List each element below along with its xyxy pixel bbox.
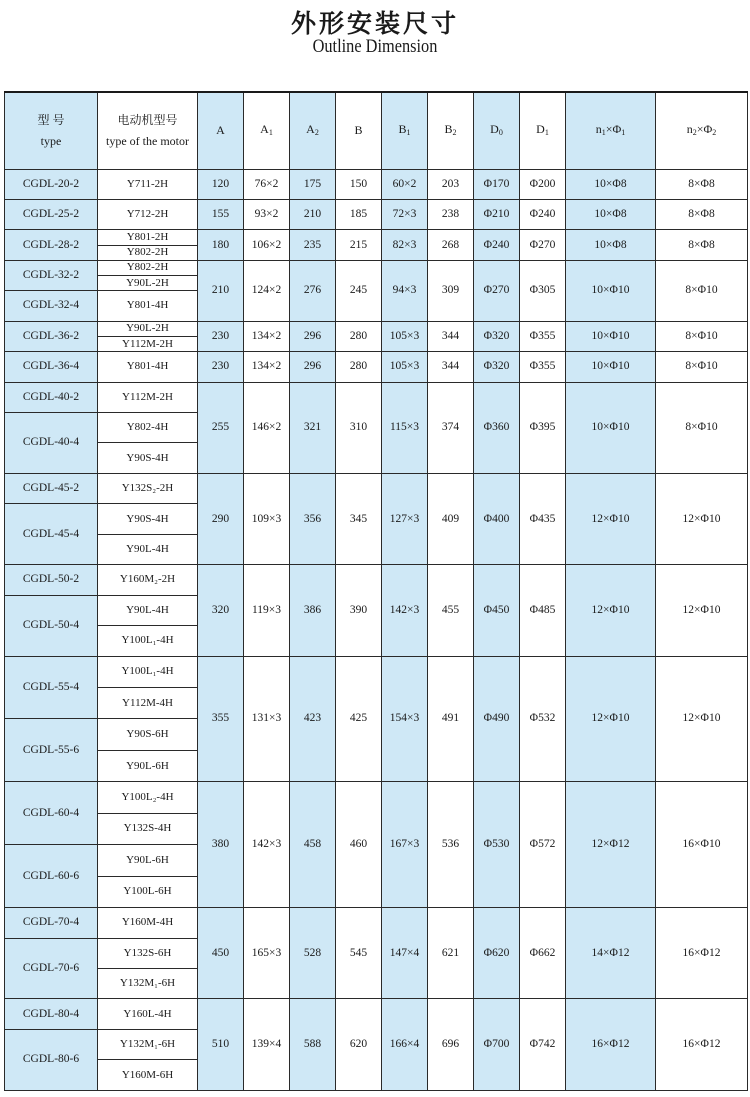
dimension-cell: 12×Φ10 <box>656 473 748 564</box>
table-row <box>5 199 748 229</box>
header-motor-en: type of the motor <box>106 133 189 148</box>
dimension-cell: 16×Φ10 <box>656 782 748 908</box>
dimension-cell: Φ360 <box>474 382 520 473</box>
dimension-cell: 268 <box>428 230 474 260</box>
dimension-cell: Φ572 <box>520 782 566 908</box>
dimension-cell: 175 <box>290 169 336 199</box>
dimension-cell: 105×3 <box>382 352 428 382</box>
dimension-cell: 276 <box>290 260 336 321</box>
type-cell: CGDL-40-4 <box>5 413 98 474</box>
header-motor-cn: 电动机型号 <box>117 112 178 127</box>
dimension-cell: Φ355 <box>520 321 566 351</box>
type-cell: CGDL-45-2 <box>5 473 98 503</box>
dimension-cell: Φ320 <box>474 321 520 351</box>
motor-cell: Y90L-2H <box>98 276 198 291</box>
table-row <box>5 321 748 336</box>
header-n2-phi2: n2×Φ2 <box>656 92 748 169</box>
dimension-cell: Φ240 <box>520 199 566 229</box>
dimension-cell: Φ270 <box>474 260 520 321</box>
dimension-cell: 10×Φ8 <box>566 199 656 229</box>
dimension-cell: 425 <box>336 656 382 782</box>
table-row <box>5 352 748 382</box>
dimension-cell: 10×Φ10 <box>566 352 656 382</box>
dimension-cell: 166×4 <box>382 999 428 1091</box>
motor-cell: Y132S-4H <box>98 813 198 844</box>
dimension-cell: 165×3 <box>244 908 290 999</box>
type-cell: CGDL-50-2 <box>5 565 98 595</box>
motor-cell: Y160L-4H <box>98 999 198 1029</box>
dimension-cell: 238 <box>428 199 474 229</box>
dimension-cell: Φ435 <box>520 473 566 564</box>
dimension-cell: 146×2 <box>244 382 290 473</box>
motor-cell: Y112M-4H <box>98 687 198 718</box>
dimension-cell: 115×3 <box>382 382 428 473</box>
header-D1: D1 <box>520 92 566 169</box>
motor-cell: Y712-2H <box>98 199 198 229</box>
dimension-cell: Φ620 <box>474 908 520 999</box>
dimension-cell: 134×2 <box>244 352 290 382</box>
dimension-cell: Φ400 <box>474 473 520 564</box>
dimension-cell: 180 <box>198 230 244 260</box>
type-cell: CGDL-50-4 <box>5 595 98 656</box>
motor-cell: Y90L-4H <box>98 534 198 564</box>
dimension-cell: 12×Φ10 <box>566 473 656 564</box>
dimension-cell: 167×3 <box>382 782 428 908</box>
dimension-cell: 321 <box>290 382 336 473</box>
motor-cell: Y801-2H <box>98 230 198 245</box>
dimension-cell: 93×2 <box>244 199 290 229</box>
dimension-cell: 119×3 <box>244 565 290 656</box>
dimension-cell: 210 <box>198 260 244 321</box>
motor-cell: Y160M₂-2H <box>98 565 198 595</box>
header-B: B <box>336 92 382 169</box>
dimension-cell: 280 <box>336 352 382 382</box>
table-row <box>5 999 748 1029</box>
dimension-cell: 386 <box>290 565 336 656</box>
dimension-cell: 109×3 <box>244 473 290 564</box>
dimension-cell: 280 <box>336 321 382 351</box>
dimension-cell: 344 <box>428 321 474 351</box>
dimension-cell: Φ395 <box>520 382 566 473</box>
dimension-cell: Φ530 <box>474 782 520 908</box>
table-row <box>5 473 748 503</box>
dimension-cell: 12×Φ10 <box>656 565 748 656</box>
dimension-cell: 536 <box>428 782 474 908</box>
dimension-cell: 142×3 <box>244 782 290 908</box>
header-A2: A2 <box>290 92 336 169</box>
dimension-cell: 124×2 <box>244 260 290 321</box>
motor-cell: Y90L-6H <box>98 750 198 781</box>
dimension-cell: 620 <box>336 999 382 1091</box>
type-cell: CGDL-70-4 <box>5 908 98 938</box>
dimension-cell: 16×Φ12 <box>656 908 748 999</box>
dimension-cell: 10×Φ10 <box>566 382 656 473</box>
motor-cell: Y132M₁-6H <box>98 969 198 999</box>
motor-cell: Y100L₁-4H <box>98 626 198 656</box>
type-cell: CGDL-20-2 <box>5 169 98 199</box>
dimension-cell: 8×Φ8 <box>656 230 748 260</box>
dimension-cell: 106×2 <box>244 230 290 260</box>
motor-cell: Y100L-6H <box>98 876 198 907</box>
dimension-cell: 147×4 <box>382 908 428 999</box>
dimension-cell: Φ210 <box>474 199 520 229</box>
motor-cell: Y802-2H <box>98 260 198 275</box>
dimension-cell: 374 <box>428 382 474 473</box>
dimension-cell: 290 <box>198 473 244 564</box>
dimension-cell: 105×3 <box>382 321 428 351</box>
dimension-cell: 8×Φ10 <box>656 352 748 382</box>
dimension-cell: 245 <box>336 260 382 321</box>
dimension-cell: 8×Φ8 <box>656 169 748 199</box>
dimension-cell: 8×Φ10 <box>656 321 748 351</box>
dimension-cell: 10×Φ8 <box>566 230 656 260</box>
table-row <box>5 656 748 687</box>
type-cell: CGDL-40-2 <box>5 382 98 412</box>
type-cell: CGDL-60-6 <box>5 845 98 908</box>
header-type <box>5 92 98 169</box>
table-row <box>5 382 748 412</box>
page-title-chinese: 外形安装尺寸 <box>290 9 459 38</box>
dimension-cell: 545 <box>336 908 382 999</box>
dimension-cell: 345 <box>336 473 382 564</box>
type-cell: CGDL-55-6 <box>5 719 98 782</box>
dimension-cell: 10×Φ10 <box>566 260 656 321</box>
dimension-cell: 423 <box>290 656 336 782</box>
dimension-cell: 344 <box>428 352 474 382</box>
dimension-cell: 215 <box>336 230 382 260</box>
header-type-en: type <box>40 133 62 148</box>
motor-cell: Y90S-4H <box>98 443 198 473</box>
motor-cell: Y801-4H <box>98 352 198 382</box>
dimension-cell: 588 <box>290 999 336 1091</box>
header-n1-phi1: n1×Φ1 <box>566 92 656 169</box>
dimension-cell: 491 <box>428 656 474 782</box>
dimension-cell: Φ450 <box>474 565 520 656</box>
type-cell: CGDL-28-2 <box>5 230 98 260</box>
table-row <box>5 169 748 199</box>
dimension-cell: 696 <box>428 999 474 1091</box>
type-cell: CGDL-25-2 <box>5 199 98 229</box>
dimension-cell: 12×Φ10 <box>656 656 748 782</box>
dimension-cell: 210 <box>290 199 336 229</box>
motor-cell: Y100L₁-4H <box>98 656 198 687</box>
table-row <box>5 908 748 938</box>
motor-cell: Y802-4H <box>98 413 198 443</box>
dimension-cell: Φ320 <box>474 352 520 382</box>
motor-cell: Y90S-6H <box>98 719 198 750</box>
dimension-cell: 150 <box>336 169 382 199</box>
dimension-cell: 296 <box>290 352 336 382</box>
dimension-cell: Φ200 <box>520 169 566 199</box>
header-motor <box>98 92 198 169</box>
motor-cell: Y160M-4H <box>98 908 198 938</box>
dimension-cell: 455 <box>428 565 474 656</box>
motor-cell: Y160M-6H <box>98 1060 198 1091</box>
dimension-cell: 14×Φ12 <box>566 908 656 999</box>
motor-cell: Y132S₂-2H <box>98 473 198 503</box>
dimension-cell: Φ270 <box>520 230 566 260</box>
dimension-cell: 203 <box>428 169 474 199</box>
dimension-cell: 82×3 <box>382 230 428 260</box>
dimension-cell: Φ485 <box>520 565 566 656</box>
dimension-cell: Φ305 <box>520 260 566 321</box>
dimension-cell: Φ490 <box>474 656 520 782</box>
dimension-cell: Φ355 <box>520 352 566 382</box>
table-row <box>5 230 748 245</box>
dimension-cell: 12×Φ10 <box>566 656 656 782</box>
dimension-cell: 8×Φ10 <box>656 382 748 473</box>
dimension-cell: Φ240 <box>474 230 520 260</box>
dimension-cell: 127×3 <box>382 473 428 564</box>
dimension-cell: 12×Φ12 <box>566 782 656 908</box>
dimension-cell: 230 <box>198 321 244 351</box>
type-cell: CGDL-70-6 <box>5 938 98 999</box>
type-cell: CGDL-60-4 <box>5 782 98 845</box>
motor-cell: Y711-2H <box>98 169 198 199</box>
dimension-cell: 8×Φ10 <box>656 260 748 321</box>
table-row <box>5 782 748 813</box>
type-cell: CGDL-32-2 <box>5 260 98 290</box>
dimension-cell: 296 <box>290 321 336 351</box>
dimension-cell: 458 <box>290 782 336 908</box>
dimension-cell: Φ742 <box>520 999 566 1091</box>
header-A: A <box>198 92 244 169</box>
type-cell: CGDL-80-6 <box>5 1029 98 1090</box>
dimension-cell: Φ662 <box>520 908 566 999</box>
dimension-cell: 16×Φ12 <box>656 999 748 1091</box>
dimension-cell: 235 <box>290 230 336 260</box>
header-B2: B2 <box>428 92 474 169</box>
motor-cell: Y132S-6H <box>98 938 198 968</box>
dimension-cell: 460 <box>336 782 382 908</box>
dimension-cell: 320 <box>198 565 244 656</box>
header-A1: A1 <box>244 92 290 169</box>
motor-cell: Y802-2H <box>98 245 198 260</box>
dimension-cell: 309 <box>428 260 474 321</box>
dimension-cell: 154×3 <box>382 656 428 782</box>
dimension-cell: 76×2 <box>244 169 290 199</box>
dimension-cell: 142×3 <box>382 565 428 656</box>
type-cell: CGDL-36-2 <box>5 321 98 351</box>
dimension-cell: Φ532 <box>520 656 566 782</box>
dimension-cell: 10×Φ8 <box>566 169 656 199</box>
motor-cell: Y90L-2H <box>98 321 198 336</box>
motor-cell: Y90L-4H <box>98 595 198 625</box>
motor-cell: Y100L₂-4H <box>98 782 198 813</box>
table-row <box>5 565 748 595</box>
type-cell: CGDL-36-4 <box>5 352 98 382</box>
motor-cell: Y112M-2H <box>98 382 198 412</box>
page-title-english: Outline Dimension <box>312 36 438 57</box>
dimension-cell: 72×3 <box>382 199 428 229</box>
dimension-cell: 390 <box>336 565 382 656</box>
type-cell: CGDL-45-4 <box>5 504 98 565</box>
dimension-cell: 380 <box>198 782 244 908</box>
type-cell: CGDL-80-4 <box>5 999 98 1029</box>
dimension-cell: 409 <box>428 473 474 564</box>
motor-cell: Y801-4H <box>98 291 198 321</box>
dimension-cell: 230 <box>198 352 244 382</box>
table-header-row <box>5 92 748 169</box>
dimension-cell: 355 <box>198 656 244 782</box>
dimension-cell: 60×2 <box>382 169 428 199</box>
dimension-cell: 621 <box>428 908 474 999</box>
dimension-cell: 155 <box>198 199 244 229</box>
dimension-cell: 310 <box>336 382 382 473</box>
dimension-cell: 131×3 <box>244 656 290 782</box>
header-type-cn: 型 号 <box>37 112 65 127</box>
motor-cell: Y90L-6H <box>98 845 198 876</box>
dimension-cell: 16×Φ12 <box>566 999 656 1091</box>
dimension-cell: 255 <box>198 382 244 473</box>
dimension-cell: 510 <box>198 999 244 1091</box>
header-B1: B1 <box>382 92 428 169</box>
dimension-cell: 10×Φ10 <box>566 321 656 351</box>
motor-cell: Y132M₁-6H <box>98 1029 198 1059</box>
dimension-cell: 120 <box>198 169 244 199</box>
dimension-cell: 134×2 <box>244 321 290 351</box>
type-cell: CGDL-32-4 <box>5 291 98 321</box>
dimension-cell: 139×4 <box>244 999 290 1091</box>
table-row <box>5 260 748 275</box>
outline-dimension-table <box>4 91 748 1091</box>
dimension-cell: 185 <box>336 199 382 229</box>
type-cell: CGDL-55-4 <box>5 656 98 719</box>
motor-cell: Y90S-4H <box>98 504 198 534</box>
dimension-cell: 356 <box>290 473 336 564</box>
dimension-cell: 450 <box>198 908 244 999</box>
motor-cell: Y112M-2H <box>98 336 198 351</box>
dimension-cell: Φ700 <box>474 999 520 1091</box>
dimension-cell: 94×3 <box>382 260 428 321</box>
dimension-cell: 8×Φ8 <box>656 199 748 229</box>
header-D0: D0 <box>474 92 520 169</box>
dimension-cell: 12×Φ10 <box>566 565 656 656</box>
dimension-cell: Φ170 <box>474 169 520 199</box>
dimension-cell: 528 <box>290 908 336 999</box>
